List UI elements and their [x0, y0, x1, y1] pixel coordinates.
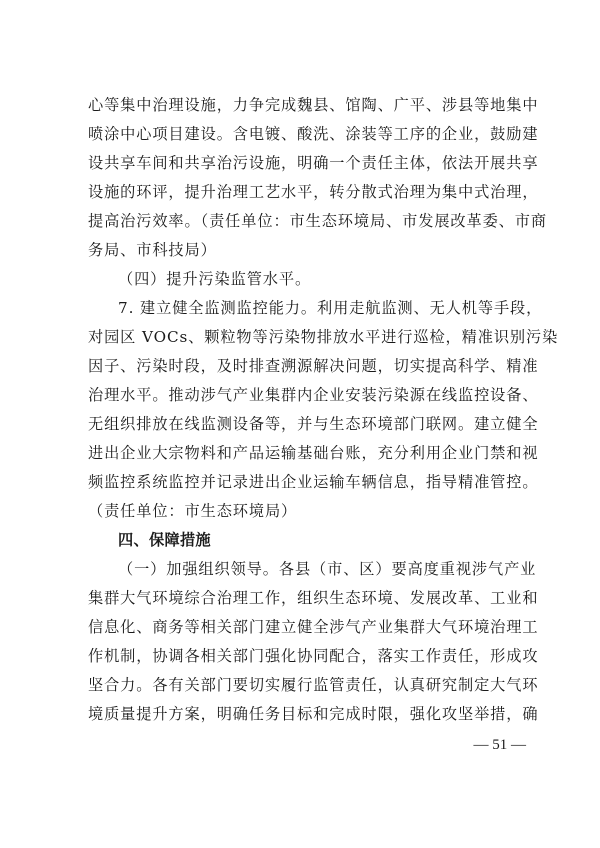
text-line: 心等集中治理设施，力争完成魏县、馆陶、广平、涉县等地集中 — [88, 96, 539, 114]
text-line: 频监控系统监控并记录进出企业运输车辆信息，指导精准管控。 — [88, 473, 539, 491]
text-line: 境质量提升方案，明确任务目标和完成时限，强化攻坚举措，确 — [88, 705, 539, 723]
text-line: 治理水平。推动涉气产业集群内企业安装污染源在线监控设备、 — [88, 386, 539, 404]
text-line: 作机制，协调各相关部门强化协同配合，落实工作责任，形成攻 — [88, 647, 539, 665]
text-line: 因子、污染时段，及时排查溯源解决问题，切实提高科学、精准 — [88, 357, 539, 375]
text-line: 信息化、商务等相关部门建立健全涉气产业集群大气环境治理工 — [88, 618, 539, 636]
subsection-heading: （四）提升污染监管水平。 — [118, 270, 312, 288]
text-line: 集群大气环境综合治理工作，组织生态环境、发展改革、工业和 — [88, 589, 539, 607]
body-text — [88, 91, 559, 729]
text-line: （一）加强组织领导。各县（市、区）要高度重视涉气产业 — [118, 560, 537, 578]
text-line: 喷涂中心项目建设。含电镀、酸洗、涂装等工序的企业，鼓励建 — [88, 125, 539, 143]
text-line: 无组织排放在线监测设备等，并与生态环境部门联网。建立健全 — [88, 415, 539, 433]
text-line: （责任单位：市生态环境局） — [88, 502, 298, 520]
text-line: 设共享车间和共享治污设施，明确一个责任主体，依法开展共享 — [88, 154, 539, 172]
text-line: 坚合力。各有关部门要切实履行监管责任，认真研究制定大气环 — [88, 676, 539, 694]
text-line: 设施的环评，提升治理工艺水平，转分散式治理为集中式治理， — [88, 183, 539, 201]
text-line: 务局、市科技局） — [88, 241, 217, 259]
text-line: 提高治污效率。（责任单位：市生态环境局、市发展改革委、市商 — [88, 212, 547, 230]
text-line: 7. 建立健全监测监控能力。利用走航监测、无人机等手段， — [118, 299, 543, 317]
text-line: 进出企业大宗物料和产品运输基础台账，充分利用企业门禁和视 — [88, 444, 539, 462]
section-heading: 四、保障措施 — [118, 531, 211, 549]
page-number: — 51 — — [473, 737, 526, 753]
text-line: 对园区 VOCs、颗粒物等污染物排放水平进行巡检，精准识别污染 — [88, 328, 559, 346]
